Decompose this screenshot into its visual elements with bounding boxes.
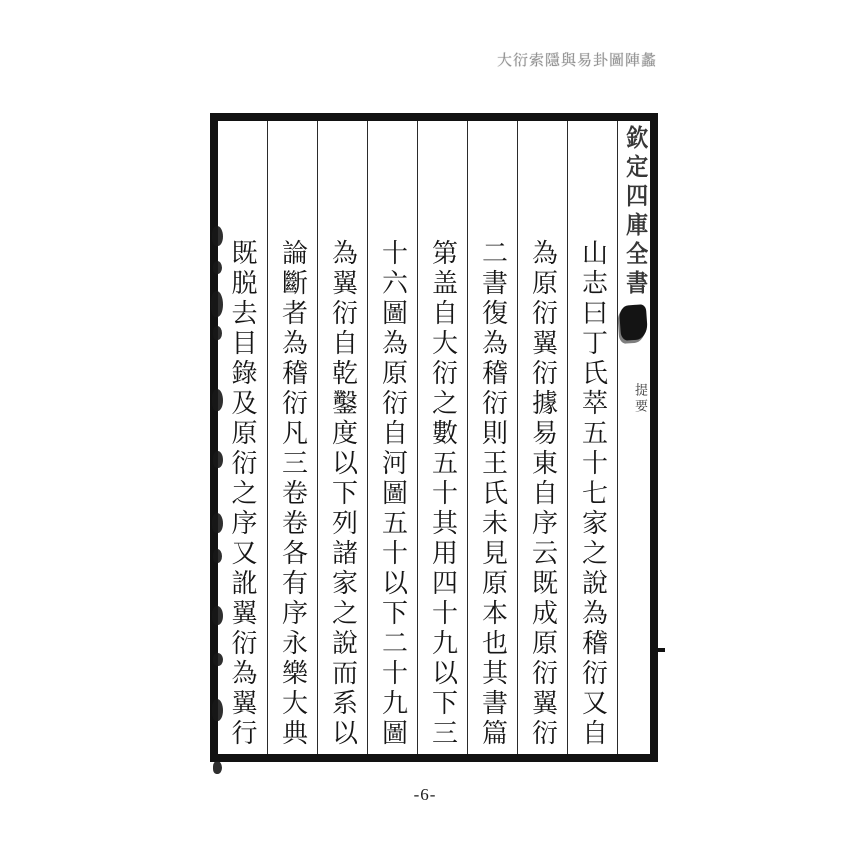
ink-smudge — [213, 261, 222, 274]
ink-smudge — [212, 606, 223, 625]
ink-smudge — [211, 291, 223, 317]
text-column-1 — [567, 121, 617, 754]
page-border-frame — [210, 113, 658, 762]
text-column-8 — [217, 121, 267, 754]
text-column-4-text: 第盖自大衍之數五十其用四十九以下三 — [428, 239, 458, 749]
ink-smudge — [213, 761, 222, 774]
text-column-6-text: 為翼衍自乾鑿度以下列諸家之說而系以 — [328, 239, 358, 749]
text-column-2-text: 為原衍翼衍據易東自序云既成原衍翼衍 — [528, 239, 558, 749]
text-column-2 — [517, 121, 567, 754]
text-column-8-text: 既脱去目錄及原衍之序又訛翼衍為翼行 — [228, 239, 257, 749]
siku-quanshu-imprint-label: 欽定四庫全書 — [622, 125, 646, 299]
ink-smudge — [212, 389, 223, 411]
ink-smudge — [212, 699, 223, 721]
ink-seal-smudge — [619, 304, 648, 341]
text-column-4 — [417, 121, 467, 754]
right-margin-strip — [617, 121, 650, 754]
section-label-tiyao: 提要 — [633, 383, 648, 415]
ink-smudge — [212, 513, 223, 533]
ink-smudge — [213, 451, 223, 468]
ink-smudge — [213, 653, 223, 666]
text-column-7-text: 論斷者為稽衍凡三卷卷各有序永樂大典 — [278, 239, 308, 749]
ink-smudge — [212, 226, 223, 246]
page-content-area — [218, 121, 650, 754]
running-header-title: 大衍索隱與易卦圖陣蠡 — [497, 53, 658, 69]
text-column-1-text: 山志曰丁氏萃五十七家之說為稽衍又自 — [578, 239, 608, 749]
ink-smudge — [213, 549, 222, 563]
text-column-3-text: 二書復為稽衍則王氏未見原本也其書篇 — [478, 239, 508, 749]
ink-smudge — [213, 326, 222, 340]
page-number: -6- — [413, 785, 437, 804]
text-column-5-text: 十六圖為原衍自河圖五十以下二十九圖 — [378, 239, 408, 749]
border-edge-tick — [656, 648, 665, 652]
text-column-6 — [317, 121, 367, 754]
text-column-3 — [467, 121, 517, 754]
text-column-7 — [267, 121, 317, 754]
text-column-5 — [367, 121, 417, 754]
